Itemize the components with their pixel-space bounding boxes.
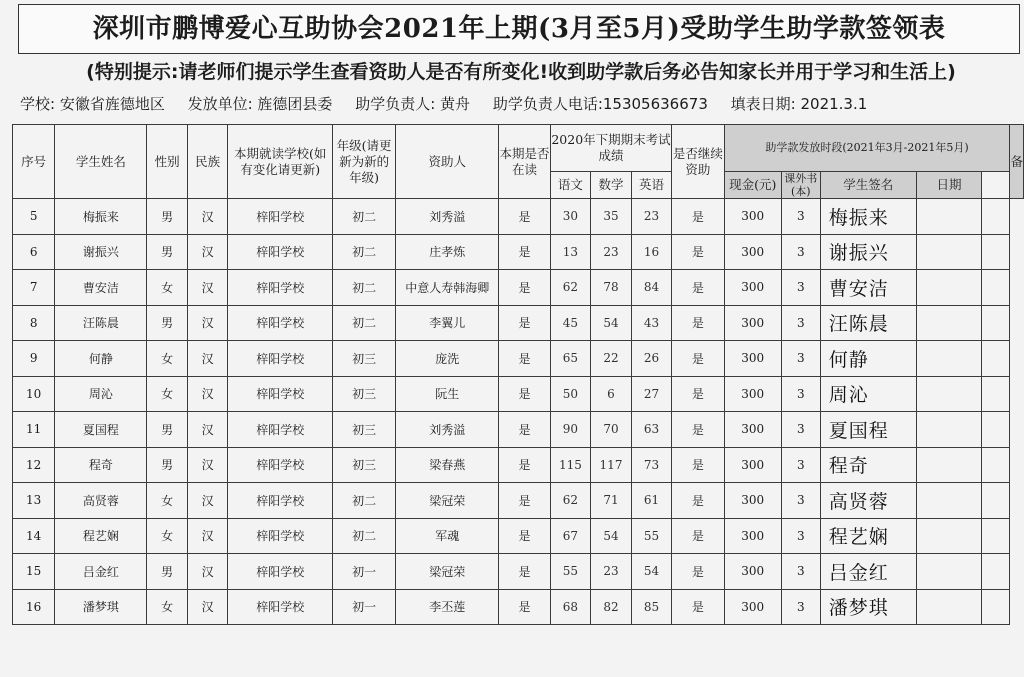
cell-sign-date [916, 199, 981, 235]
cell-continue: 是 [672, 447, 724, 483]
header-cash: 现金(元) [724, 172, 781, 199]
cell-chinese: 50 [550, 376, 591, 412]
cell-cash: 300 [724, 270, 781, 306]
table-row [13, 305, 1024, 341]
cell-remark [982, 234, 1010, 270]
cell-ethnicity: 汉 [187, 199, 228, 235]
cell-enrolled: 是 [499, 447, 550, 483]
cell-continue: 是 [672, 199, 724, 235]
cell-remark [982, 270, 1010, 306]
cell-english: 63 [631, 412, 672, 448]
cell-name: 程奇 [55, 447, 147, 483]
header-ethnicity: 民族 [187, 125, 228, 199]
cell-sponsor: 庞洗 [396, 341, 499, 377]
cell-sign-date [916, 554, 981, 590]
cell-cash: 300 [724, 234, 781, 270]
cell-chinese: 13 [550, 234, 591, 270]
cell-grade: 初二 [332, 199, 395, 235]
cell-enrolled: 是 [499, 341, 550, 377]
cell-math: 70 [591, 412, 632, 448]
cell-remark [982, 341, 1010, 377]
cell-signature: 何静 [820, 341, 916, 377]
cell-no: 14 [13, 518, 55, 554]
cell-gender: 男 [147, 199, 188, 235]
cell-continue: 是 [672, 270, 724, 306]
cell-cash: 300 [724, 554, 781, 590]
cell-chinese: 55 [550, 554, 591, 590]
cell-name: 夏国程 [55, 412, 147, 448]
cell-remark [982, 518, 1010, 554]
header-signature: 学生签名 [820, 172, 916, 199]
cell-chinese: 115 [550, 447, 591, 483]
cell-continue: 是 [672, 483, 724, 519]
meta-school: 学校: 安徽省旌德地区 [20, 95, 165, 113]
cell-books: 3 [781, 483, 820, 519]
header-books: 课外书(本) [781, 172, 820, 199]
cell-ethnicity: 汉 [187, 412, 228, 448]
cell-enrolled: 是 [499, 554, 550, 590]
cell-english: 61 [631, 483, 672, 519]
table-row [13, 589, 1024, 625]
cell-enrolled: 是 [499, 234, 550, 270]
cell-ethnicity: 汉 [187, 518, 228, 554]
cell-remark [982, 412, 1010, 448]
cell-gender: 女 [147, 341, 188, 377]
cell-math: 71 [591, 483, 632, 519]
cell-cash: 300 [724, 447, 781, 483]
header-gender: 性别 [147, 125, 188, 199]
cell-name: 何静 [55, 341, 147, 377]
cell-english: 16 [631, 234, 672, 270]
cell-school: 梓阳学校 [228, 554, 333, 590]
cell-books: 3 [781, 412, 820, 448]
cell-name: 梅振来 [55, 199, 147, 235]
form-meta [20, 93, 1020, 114]
cell-continue: 是 [672, 554, 724, 590]
cell-sponsor: 刘秀溢 [396, 199, 499, 235]
header-sign-date: 日期 [916, 172, 981, 199]
cell-ethnicity: 汉 [187, 554, 228, 590]
cell-chinese: 30 [550, 199, 591, 235]
cell-sign-date [916, 234, 981, 270]
cell-grade: 初二 [332, 234, 395, 270]
cell-continue: 是 [672, 305, 724, 341]
cell-books: 3 [781, 589, 820, 625]
cell-ethnicity: 汉 [187, 234, 228, 270]
cell-chinese: 90 [550, 412, 591, 448]
cell-sign-date [916, 341, 981, 377]
cell-math: 23 [591, 554, 632, 590]
cell-sponsor: 庄孝炼 [396, 234, 499, 270]
header-name: 学生姓名 [55, 125, 147, 199]
cell-no: 13 [13, 483, 55, 519]
cell-no: 12 [13, 447, 55, 483]
cell-sponsor: 中意人寿韩海卿 [396, 270, 499, 306]
cell-gender: 女 [147, 589, 188, 625]
cell-grade: 初三 [332, 341, 395, 377]
cell-english: 26 [631, 341, 672, 377]
cell-enrolled: 是 [499, 376, 550, 412]
cell-ethnicity: 汉 [187, 305, 228, 341]
cell-name: 谢振兴 [55, 234, 147, 270]
cell-signature: 周沁 [820, 376, 916, 412]
cell-math: 35 [591, 199, 632, 235]
cell-ethnicity: 汉 [187, 589, 228, 625]
cell-remark [982, 199, 1010, 235]
cell-cash: 300 [724, 483, 781, 519]
cell-math: 6 [591, 376, 632, 412]
cell-no: 8 [13, 305, 55, 341]
cell-books: 3 [781, 305, 820, 341]
cell-grade: 初一 [332, 554, 395, 590]
cell-school: 梓阳学校 [228, 305, 333, 341]
cell-chinese: 45 [550, 305, 591, 341]
cell-grade: 初三 [332, 376, 395, 412]
header-remark: 备 [1010, 125, 1024, 199]
cell-remark [982, 483, 1010, 519]
cell-grade: 初三 [332, 447, 395, 483]
cell-gender: 女 [147, 270, 188, 306]
cell-enrolled: 是 [499, 305, 550, 341]
cell-school: 梓阳学校 [228, 270, 333, 306]
cell-enrolled: 是 [499, 412, 550, 448]
cell-grade: 初二 [332, 518, 395, 554]
cell-continue: 是 [672, 589, 724, 625]
cell-sponsor: 刘秀溢 [396, 412, 499, 448]
cell-sign-date [916, 447, 981, 483]
cell-math: 23 [591, 234, 632, 270]
cell-cash: 300 [724, 199, 781, 235]
header-no: 序号 [13, 125, 55, 199]
cell-signature: 程艺娴 [820, 518, 916, 554]
cell-no: 6 [13, 234, 55, 270]
cell-no: 5 [13, 199, 55, 235]
cell-school: 梓阳学校 [228, 483, 333, 519]
cell-name: 程艺娴 [55, 518, 147, 554]
cell-cash: 300 [724, 412, 781, 448]
cell-remark [982, 305, 1010, 341]
cell-chinese: 62 [550, 483, 591, 519]
cell-enrolled: 是 [499, 483, 550, 519]
cell-no: 9 [13, 341, 55, 377]
cell-books: 3 [781, 447, 820, 483]
cell-english: 85 [631, 589, 672, 625]
cell-sign-date [916, 589, 981, 625]
cell-school: 梓阳学校 [228, 447, 333, 483]
cell-chinese: 62 [550, 270, 591, 306]
cell-math: 22 [591, 341, 632, 377]
cell-english: 27 [631, 376, 672, 412]
header-continue: 是否继续资助 [672, 125, 724, 199]
cell-school: 梓阳学校 [228, 518, 333, 554]
cell-signature: 吕金红 [820, 554, 916, 590]
cell-name: 周沁 [55, 376, 147, 412]
cell-gender: 女 [147, 376, 188, 412]
special-notice: (特别提示:请老师们提示学生查看资助人是否有所变化!收到助学款后务必告知家长并用于学习和生活上) [86, 61, 956, 83]
header-chinese: 语文 [550, 172, 591, 199]
aid-sign-table [12, 124, 1024, 625]
cell-remark [982, 589, 1010, 625]
cell-grade: 初三 [332, 412, 395, 448]
header-math: 数学 [591, 172, 632, 199]
cell-books: 3 [781, 199, 820, 235]
cell-english: 73 [631, 447, 672, 483]
cell-gender: 男 [147, 447, 188, 483]
cell-signature: 潘梦琪 [820, 589, 916, 625]
cell-no: 16 [13, 589, 55, 625]
cell-name: 潘梦琪 [55, 589, 147, 625]
table-row [13, 341, 1024, 377]
cell-sign-date [916, 483, 981, 519]
cell-ethnicity: 汉 [187, 270, 228, 306]
cell-math: 78 [591, 270, 632, 306]
cell-no: 7 [13, 270, 55, 306]
cell-no: 10 [13, 376, 55, 412]
cell-cash: 300 [724, 589, 781, 625]
cell-school: 梓阳学校 [228, 234, 333, 270]
cell-sign-date [916, 305, 981, 341]
cell-sponsor: 梁冠荣 [396, 483, 499, 519]
cell-remark [982, 447, 1010, 483]
header-period: 助学款发放时段(2021年3月-2021年5月) [724, 125, 1010, 172]
cell-english: 84 [631, 270, 672, 306]
cell-signature: 曹安洁 [820, 270, 916, 306]
cell-sponsor: 李翼儿 [396, 305, 499, 341]
table-row [13, 554, 1024, 590]
table-row [13, 376, 1024, 412]
cell-english: 23 [631, 199, 672, 235]
cell-ethnicity: 汉 [187, 483, 228, 519]
meta-phone: 助学负责人电话:15305636673 [492, 95, 708, 113]
header-sponsor: 资助人 [396, 125, 499, 199]
cell-enrolled: 是 [499, 589, 550, 625]
cell-english: 43 [631, 305, 672, 341]
cell-cash: 300 [724, 376, 781, 412]
cell-sign-date [916, 412, 981, 448]
cell-english: 55 [631, 518, 672, 554]
cell-signature: 高贤蓉 [820, 483, 916, 519]
cell-school: 梓阳学校 [228, 341, 333, 377]
cell-cash: 300 [724, 305, 781, 341]
cell-ethnicity: 汉 [187, 341, 228, 377]
cell-math: 82 [591, 589, 632, 625]
cell-books: 3 [781, 234, 820, 270]
meta-issuer: 发放单位: 旌德团县委 [187, 95, 333, 113]
header-school: 本期就读学校(如有变化请更新) [228, 125, 333, 199]
cell-school: 梓阳学校 [228, 412, 333, 448]
cell-signature: 梅振来 [820, 199, 916, 235]
cell-cash: 300 [724, 341, 781, 377]
cell-school: 梓阳学校 [228, 589, 333, 625]
cell-sponsor: 阮生 [396, 376, 499, 412]
cell-cash: 300 [724, 518, 781, 554]
cell-school: 梓阳学校 [228, 199, 333, 235]
cell-continue: 是 [672, 518, 724, 554]
cell-gender: 女 [147, 483, 188, 519]
cell-no: 15 [13, 554, 55, 590]
cell-sponsor: 梁春燕 [396, 447, 499, 483]
cell-school: 梓阳学校 [228, 376, 333, 412]
cell-books: 3 [781, 376, 820, 412]
cell-sponsor: 梁冠荣 [396, 554, 499, 590]
header-enrolled: 本期是否在读 [499, 125, 550, 199]
cell-enrolled: 是 [499, 518, 550, 554]
cell-books: 3 [781, 554, 820, 590]
cell-books: 3 [781, 341, 820, 377]
cell-chinese: 68 [550, 589, 591, 625]
cell-continue: 是 [672, 341, 724, 377]
table-body [13, 199, 1024, 625]
cell-sponsor: 军魂 [396, 518, 499, 554]
cell-remark [982, 376, 1010, 412]
cell-signature: 程奇 [820, 447, 916, 483]
cell-ethnicity: 汉 [187, 376, 228, 412]
cell-math: 54 [591, 518, 632, 554]
document-title: 深圳市鹏博爱心互助协会2021年上期(3月至5月)受助学生助学款签领表 [18, 4, 1020, 54]
cell-continue: 是 [672, 234, 724, 270]
cell-sign-date [916, 518, 981, 554]
cell-signature: 夏国程 [820, 412, 916, 448]
cell-chinese: 67 [550, 518, 591, 554]
meta-manager: 助学负责人: 黄舟 [355, 95, 471, 113]
cell-name: 汪陈晨 [55, 305, 147, 341]
cell-books: 3 [781, 270, 820, 306]
cell-gender: 男 [147, 554, 188, 590]
cell-remark [982, 554, 1010, 590]
cell-name: 高贤蓉 [55, 483, 147, 519]
cell-enrolled: 是 [499, 199, 550, 235]
table-row [13, 483, 1024, 519]
table-header [13, 125, 1024, 199]
header-scores: 2020年下期期末考试成绩 [550, 125, 672, 172]
cell-continue: 是 [672, 412, 724, 448]
cell-english: 54 [631, 554, 672, 590]
cell-gender: 女 [147, 518, 188, 554]
cell-gender: 男 [147, 234, 188, 270]
header-english: 英语 [631, 172, 672, 199]
meta-date: 填表日期: 2021.3.1 [730, 95, 868, 113]
cell-grade: 初二 [332, 305, 395, 341]
cell-name: 吕金红 [55, 554, 147, 590]
cell-enrolled: 是 [499, 270, 550, 306]
cell-signature: 汪陈晨 [820, 305, 916, 341]
cell-continue: 是 [672, 376, 724, 412]
cell-chinese: 65 [550, 341, 591, 377]
cell-sponsor: 李丕莲 [396, 589, 499, 625]
table-row [13, 447, 1024, 483]
table-row [13, 270, 1024, 306]
table-row [13, 234, 1024, 270]
cell-gender: 男 [147, 305, 188, 341]
cell-name: 曹安洁 [55, 270, 147, 306]
table-row [13, 518, 1024, 554]
cell-gender: 男 [147, 412, 188, 448]
cell-math: 117 [591, 447, 632, 483]
cell-no: 11 [13, 412, 55, 448]
header-grade: 年级(请更新为新的年级) [332, 125, 395, 199]
table-row [13, 412, 1024, 448]
cell-sign-date [916, 270, 981, 306]
cell-grade: 初二 [332, 483, 395, 519]
cell-ethnicity: 汉 [187, 447, 228, 483]
cell-books: 3 [781, 518, 820, 554]
cell-math: 54 [591, 305, 632, 341]
cell-sign-date [916, 376, 981, 412]
table-row [13, 199, 1024, 235]
cell-signature: 谢振兴 [820, 234, 916, 270]
cell-grade: 初一 [332, 589, 395, 625]
cell-grade: 初二 [332, 270, 395, 306]
